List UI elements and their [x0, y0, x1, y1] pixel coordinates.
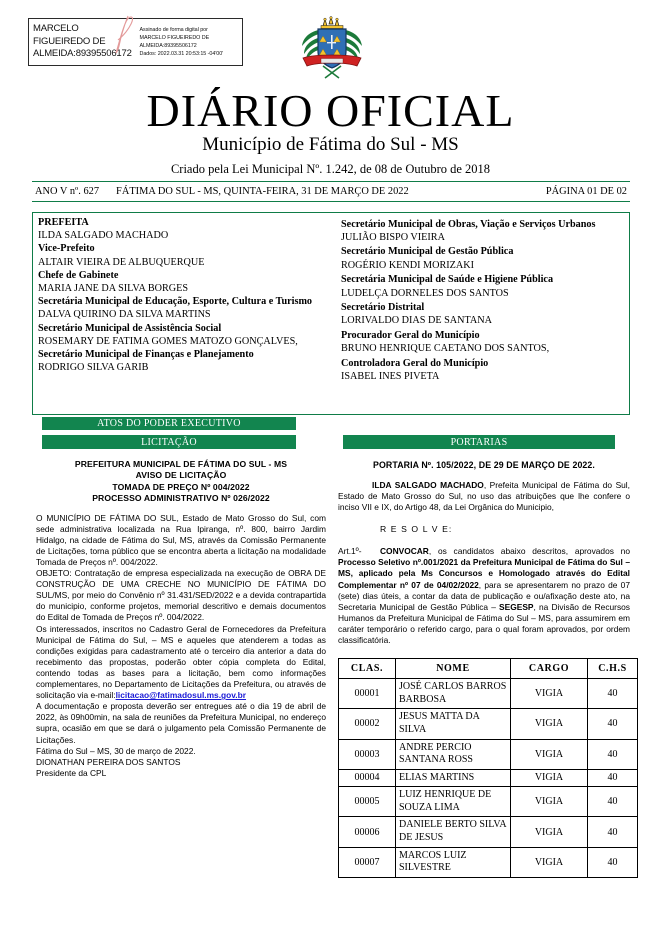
- section-bar-licitacao: LICITAÇÃO: [42, 435, 296, 449]
- issue-year-number: ANO V nº. 627: [35, 186, 100, 197]
- officials-column-right: [331, 213, 629, 414]
- portaria-preamble: [338, 480, 630, 513]
- signature-line-3: ALMEIDA:89395506172: [139, 43, 197, 49]
- column-licitacao: [36, 459, 326, 779]
- section-bar-portarias: PORTARIAS: [343, 435, 615, 449]
- portaria-article-1: [338, 546, 630, 646]
- masthead: [0, 86, 661, 177]
- page-title: DIÁRIO OFICIAL: [146, 85, 515, 136]
- cell-chs: 40: [588, 847, 638, 877]
- licitacao-email-link[interactable]: licitacao@fatimadosul.ms.gov.br: [115, 690, 247, 701]
- page-number: PÁGINA 01 DE 02: [545, 186, 627, 197]
- cell-nome: LUIZ HENRIQUE DE SOUZA LIMA: [396, 787, 511, 817]
- official-role: Vice-Prefeito: [38, 243, 95, 255]
- portaria-segesp-acronym: SEGESP: [499, 601, 534, 612]
- cell-chs: 40: [588, 787, 638, 817]
- column-header-clas: CLAS.: [339, 659, 396, 679]
- licitacao-paragraph-objeto: OBJETO: Contratação de empresa especializada na execução de OBRA DE CONSTRUÇÃO DE UMA CRECHE NO MUNICÍPIO DE FÁTIMA DO SUL/MS, por meio do Convênio nº 31.431/SED/2022 e a devida contrapartida do municipio, conforme projetos, memorial descritivo e demais documentos do Edital de Tomada de Preços nº. 004/2022.: [36, 568, 326, 623]
- cell-clas: 00003: [339, 739, 396, 769]
- licitacao-signer-name: DIONATHAN PEREIRA DOS SANTOS: [36, 756, 181, 767]
- cell-nome: DANIELE BERTO SILVA DE JESUS: [396, 817, 511, 847]
- table-header-row: [339, 659, 638, 679]
- masthead-law-reference: Criado pela Lei Municipal Nº. 1.242, de 08 de Outubro de 2018: [170, 162, 491, 176]
- portaria-convocar-keyword: CONVOCAR: [380, 546, 429, 557]
- column-header-nome: NOME: [396, 659, 511, 679]
- candidates-table: [338, 658, 638, 878]
- cell-cargo: VIGIA: [511, 787, 588, 817]
- licitacao-paragraph-entrega: A documentação e proposta deverão ser entregues até o dia 19 de abril de 2022, às 09h00min, na sala de reuniões da Prefeitura Municipal, no endereço supra, ocasião em que se dará o julgamento pela Comissão Permanente de Licitações.: [36, 701, 326, 745]
- official-role: Secretária Municipal de Saúde e Higiene Pública: [341, 274, 554, 286]
- signature-subject-name: MARCELO FIGUEIREDO DE ALMEIDA:89395506172: [33, 23, 132, 60]
- licitacao-signer-role: Presidente da CPL: [36, 767, 107, 778]
- official-name: DALVA QUIRINO DA SILVA MARTINS: [38, 309, 211, 321]
- official-role: Secretário Municipal de Obras, Viação e Serviços Urbanos: [341, 218, 596, 230]
- cell-clas: 00005: [339, 787, 396, 817]
- licitacao-heading-line-4: PROCESSO ADMINISTRATIVO Nº 026/2022: [92, 493, 270, 504]
- officials-box: [32, 212, 630, 415]
- cell-chs: 40: [588, 769, 638, 787]
- issue-info-bar: [32, 181, 630, 202]
- official-name: LORIVALDO DIAS DE SANTANA: [341, 315, 492, 327]
- column-header-cargo: CARGO: [511, 659, 588, 679]
- table-row: [339, 817, 638, 847]
- licitacao-paragraph-intro: O MUNICÍPIO DE FÁTIMA DO SUL, Estado de Mato Grosso do Sul, com sede administrativa localizada na Rua Ipiranga, nº. 800, bairro Jardim Hidalgo, na cidade de Fátima do Sul, MS, através da Comissão Permanente de Licitações, torna público que se encontra aberta a licitação na modalidade Tomada de Preços nº. 004/2022.: [36, 512, 326, 567]
- licitacao-paragraph-interessados: [36, 624, 326, 702]
- licitacao-heading-line-3: TOMADA DE PREÇO Nº 004/2022: [112, 481, 250, 492]
- table-row: [339, 847, 638, 877]
- cell-cargo: VIGIA: [511, 709, 588, 739]
- cell-clas: 00004: [339, 769, 396, 787]
- cell-cargo: VIGIA: [511, 817, 588, 847]
- portaria-preamble-text: , Prefeita Municipal de Fátima do Sul, Estado de Mato Grosso do Sul, no uso das atribuições que lhe confere o inciso VII e IX, do Artigo 48, da Lei Orgânica do Municipio,: [338, 480, 630, 513]
- cell-clas: 00007: [339, 847, 396, 877]
- section-bar-atos-do-poder-executivo: ATOS DO PODER EXECUTIVO: [42, 417, 296, 430]
- official-name: LUDELÇA DORNELES DOS SANTOS: [341, 287, 509, 299]
- official-role: Secretário Distrital: [341, 302, 425, 314]
- cell-clas: 00001: [339, 679, 396, 709]
- portaria-resolve-label: R E S O L V E:: [380, 524, 453, 535]
- signature-details: [137, 26, 243, 59]
- cell-nome: JOSÉ CARLOS BARROS BARBOSA: [396, 679, 511, 709]
- official-role: Procurador Geral do Município: [341, 330, 480, 342]
- signature-line-1: Assinado de forma digital por: [139, 26, 208, 33]
- table-row: [339, 787, 638, 817]
- portaria-mayor-name: ILDA SALGADO MACHADO: [372, 480, 484, 490]
- official-name: ROSEMARY DE FATIMA GOMES MATOZO GONÇALVES,: [38, 335, 298, 347]
- official-name: BRUNO HENRIQUE CAETANO DOS SANTOS,: [341, 343, 550, 355]
- issue-city-date: FÁTIMA DO SUL - MS, QUINTA-FEIRA, 31 DE MARÇO DE 2022: [116, 186, 409, 197]
- official-role: Secretária Municipal de Educação, Esporte, Cultura e Turismo: [38, 296, 313, 308]
- official-name: ILDA SALGADO MACHADO: [38, 230, 169, 242]
- cell-cargo: VIGIA: [511, 769, 588, 787]
- official-name: ALTAIR VIEIRA DE ALBUQUERQUE: [38, 256, 205, 268]
- signature-line-2: MARCELO FIGUEIREDO DE: [139, 34, 210, 41]
- official-name: RODRIGO SILVA GARIB: [38, 362, 149, 374]
- cell-cargo: VIGIA: [511, 847, 588, 877]
- table-row: [339, 739, 638, 769]
- cell-cargo: VIGIA: [511, 679, 588, 709]
- table-row: [339, 769, 638, 787]
- cell-nome: JESUS MATTA DA SILVA: [396, 709, 511, 739]
- column-header-chs: C.H.S: [588, 659, 638, 679]
- column-portarias: [338, 459, 630, 878]
- licitacao-heading-line-2: AVISO DE LICITAÇÃO: [135, 470, 227, 481]
- portaria-processo-seletivo-reference: Processo Seletivo nº.001/2021 da Prefeitura Municipal de Fátima do Sul – MS, aplicado pela Ms Concursos e Homologado através do Edital Complementar nº 07 de 04/02/2022: [338, 557, 630, 590]
- licitacao-heading-line-1: PREFEITURA MUNICIPAL DE FÁTIMA DO SUL - MS: [74, 459, 288, 469]
- table-row: [339, 709, 638, 739]
- licitacao-interessados-text: Os interessados, inscritos no Cadastro Geral de Fornecedores da Prefeitura Municipal de Fátima do Sul, – MS e aqueles que atenderem a todas as condições exigidas para cadastramento até o terceiro dia anterior a data do recebimento das propostas, poderão obter cópia completa do Edital, contendo todas as bases para a licitação, bem como informações complementares, no Departamento de Licitações da Prefeitura, ou através de solicitação via e-mail:: [36, 623, 326, 701]
- cell-chs: 40: [588, 709, 638, 739]
- table-row: [339, 679, 638, 709]
- cell-chs: 40: [588, 739, 638, 769]
- cell-cargo: VIGIA: [511, 739, 588, 769]
- official-role: Secretário Municipal de Finanças e Planejamento: [38, 349, 254, 361]
- official-role: PREFEITA: [38, 217, 89, 228]
- coat-of-arms-icon: [297, 16, 367, 82]
- official-name: ROGÉRIO KENDI MORIZAKI: [341, 259, 474, 271]
- cell-clas: 00002: [339, 709, 396, 739]
- cell-chs: 40: [588, 679, 638, 709]
- cell-nome: ANDRE PERCIO SANTANA ROSS: [396, 739, 511, 769]
- cell-clas: 00006: [339, 817, 396, 847]
- portaria-title: PORTARIA Nº. 105/2022, DE 29 DE MARÇO DE 2022.: [373, 460, 595, 470]
- portaria-article-text-2: , para se apresentarem no prazo de 07 (sete) dias úteis, a contar da data de publicação e ou/afixação deste ato, na Secretaria Municipal de Gestão Pública –: [338, 579, 631, 612]
- portaria-article-text-1: , os candidatos abaixo descritos, aprovados no: [428, 546, 630, 557]
- official-role: Secretário Municipal de Assistência Social: [38, 322, 222, 334]
- portaria-article-label: Art.1º-: [338, 546, 362, 557]
- official-role: Secretário Municipal de Gestão Pública: [341, 246, 514, 258]
- official-name: MARIA JANE DA SILVA BORGES: [38, 283, 189, 295]
- digital-signature-stamp: [28, 18, 243, 66]
- officials-column-left: [33, 213, 331, 414]
- portaria-article-text-3: , na Divisão de Recursos Humanos da Prefeitura Municipal de Fátima do Sul – MS, para assumirem em caráter temporário o referido cargo, para o qual foram aprovados, por ordem classificatória.: [338, 601, 630, 646]
- official-name: ISABEL INES PIVETA: [341, 371, 440, 383]
- official-role: Controladora Geral do Município: [341, 358, 489, 370]
- official-name: JULIÃO BISPO VIEIRA: [341, 231, 445, 243]
- cell-chs: 40: [588, 817, 638, 847]
- official-role: Chefe de Gabinete: [38, 269, 119, 281]
- signature-line-4: Dados: 2022.03.31 20:53:15 -04'00': [139, 51, 224, 58]
- cell-nome: MARCOS LUIZ SILVESTRE: [396, 847, 511, 877]
- cell-nome: ELIAS MARTINS: [396, 769, 511, 787]
- licitacao-place-date: Fátima do Sul – MS, 30 de março de 2022.: [36, 745, 196, 756]
- masthead-subtitle: Município de Fátima do Sul - MS: [202, 134, 459, 155]
